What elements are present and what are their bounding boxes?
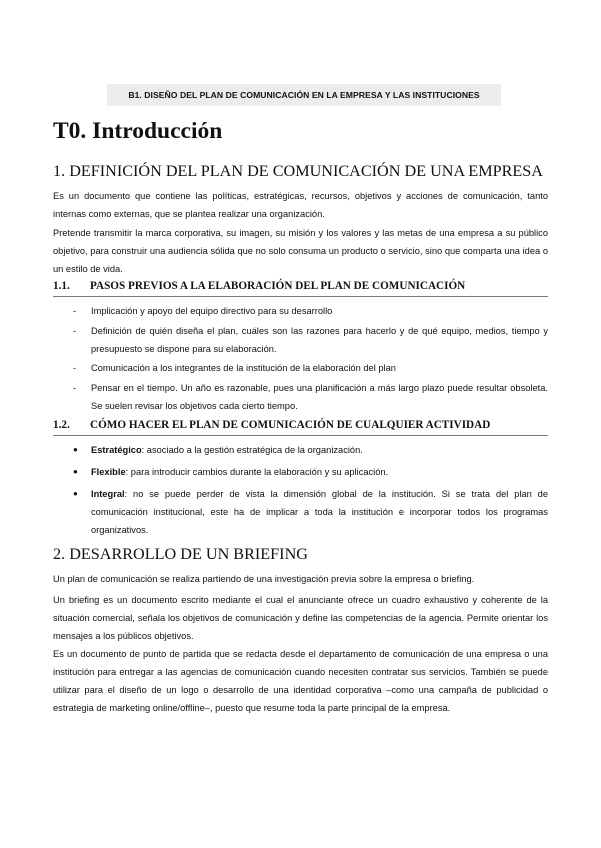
bullet-marker: ● [73,445,78,454]
list-item-text: Comunicación a los integrantes de la institución de la elaboración del plan [91,363,396,373]
bullet-marker: ● [73,489,78,498]
dash-marker: - [73,306,77,316]
section-2-heading: 2. DESARROLLO DE UN BRIEFING [53,545,308,563]
list-item-text [91,463,548,481]
subsection-title: PASOS PREVIOS A LA ELABORACIÓN DEL PLAN DE COMUNICACIÓN [90,280,466,292]
section-2-paragraph: Un briefing es un documento escrito mediante el cual el anunciante ofrece un cuadro exhaustivo y coherente de la situación comercial, señala los objetivos de comunicación y define las competencias de la agencia. Permite orientar los mensajes a los públicos objetivos. [53,595,548,641]
list-item [73,463,548,481]
unit-header [107,84,501,106]
page-title: T0. Introducción [53,118,223,144]
section-1-heading: 1. DEFINICIÓN DEL PLAN DE COMUNICACIÓN DE UNA EMPRESA [53,162,543,180]
list-item [73,485,548,539]
dash-marker: - [73,326,77,336]
list-item-text [91,485,548,539]
bullet-marker: ● [73,467,78,476]
section-2-paragraph: Es un documento de punto de partida que se redacta desde el departamento de comunicación de una empresa o una institución para entregar a las agencias de comunicación cuando necesiten contratar sus servicios. También se puede utilizar para el diseño de un logo o desarrollo de una identidad corporativa –como una campaña de publicidad o estrategia de marketing online/offline–, puesto que resume toda la parte principal de la empresa. [53,649,548,713]
subsection-1-1-heading [53,280,548,297]
list-item-text: Implicación y apoyo del equipo directivo para su desarrollo [91,306,333,316]
list-item-term: Estratégico [91,445,142,455]
list-item-text: Definición de quién diseña el plan, cuáles son las razones para hacerlo y de qué equipo, medios, tiempo y presupuesto se dispone para su elaboración. [91,326,548,354]
list-item-text [91,441,548,459]
list-item-text: Pensar en el tiempo. Un año es razonable, pues una planificación a más largo plazo puede resultar obsoleta. Se suelen revisar los objetivos cada cierto tiempo. [91,383,548,411]
dash-marker: - [73,383,77,393]
section-1-paragraph: Pretende transmitir la marca corporativa, su imagen, su misión y los valores y las metas de una empresa a su público objetivo, para construir una audiencia sólida que no solo consuma un producto o servicio, sino que comparta una idea o un estilo de vida. [53,228,548,274]
list-item-description: : asociado a la gestión estratégica de la organización. [141,445,363,455]
list-item-description: : no se puede perder de vista la dimensión global de la institución. Si se trata del plan de comunicación institucional, este ha de implicar a toda la institución e incorporar todos los programas organizativos. [91,489,548,535]
subsection-title: CÓMO HACER EL PLAN DE COMUNICACIÓN DE CUALQUIER ACTIVIDAD [90,419,491,431]
list-item [73,441,548,459]
subsection-number: 1.2. [53,419,70,431]
list-item [73,359,548,377]
unit-header-label: B1. DISEÑO DEL PLAN DE COMUNICACIÓN EN LA EMPRESA Y LAS INSTITUCIONES [128,90,480,100]
subsection-number: 1.1. [53,280,70,292]
list-item [73,302,548,320]
list-item-term: Flexible [91,467,126,477]
subsection-1-2-heading [53,419,548,436]
list-item [73,379,548,415]
dash-marker: - [73,363,77,373]
section-2-paragraph: Un plan de comunicación se realiza partiendo de una investigación previa sobre la empresa o briefing. [53,574,475,584]
list-item [73,322,548,358]
list-item-term: Integral [91,489,125,499]
list-item-description: : para introducir cambios durante la elaboración y su aplicación. [125,467,389,477]
section-1-paragraph: Es un documento que contiene las políticas, estratégicas, recursos, objetivos y acciones de comunicación, tanto internas como externas, que se plantea realizar una organización. [53,191,548,219]
